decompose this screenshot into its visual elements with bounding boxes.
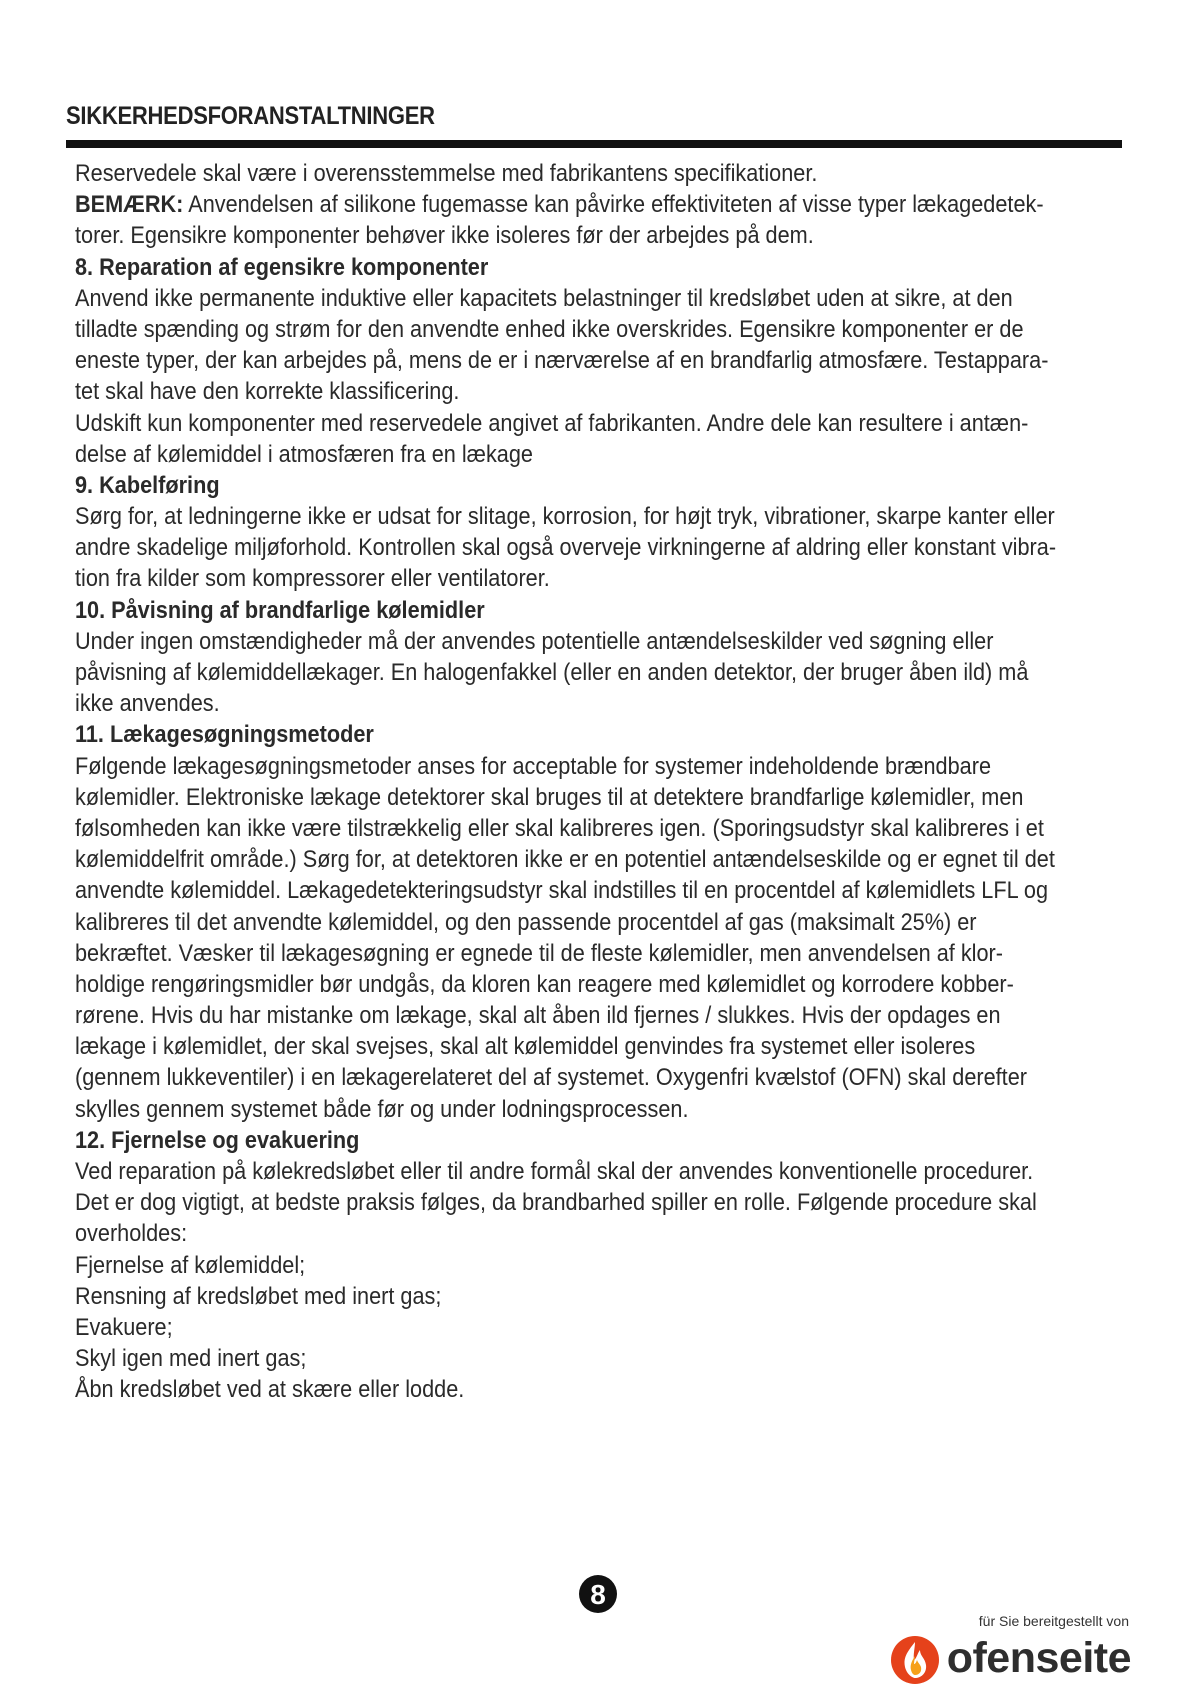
procedure-step: Skyl igen med inert gas;: [75, 1345, 307, 1373]
paragraph-line: holdige rengøringsmidler bør undgås, da kloren kan reagere med kølemidlet og korrodere kobber-: [75, 970, 1014, 998]
document-body: [75, 158, 1119, 1406]
procedure-step: Åbn kredsløbet ved at skære eller lodde.: [75, 1376, 465, 1404]
brand-logo-block: [887, 1630, 1131, 1686]
note-text: Anvendelsen af silikone fugemasse kan påvirke effektiviteten af visse typer lækagedetek-: [183, 191, 1044, 219]
section-heading: 10. Påvisning af brandfarlige kølemidler: [75, 596, 485, 624]
paragraph-line: Under ingen omstændigheder må der anvendes potentielle antændelseskilder ved søgning eller: [75, 627, 994, 655]
paragraph-line: rørene. Hvis du har mistanke om lækage, skal alt åben ild fjernes / slukkes. Hvis der opdages en: [75, 1002, 1001, 1030]
note-line: [75, 189, 1119, 220]
paragraph-line: skylles gennem systemet både før og under lodningsprocessen.: [75, 1095, 689, 1123]
paragraph-line: Ved reparation på kølekredsløbet eller til andre formål skal der anvendes konventionelle procedurer.: [75, 1158, 1034, 1185]
paragraph-line: kølemiddelfrit område.) Sørg for, at detektoren ikke er en potentiel antændelseskilde og er egnet til det: [75, 846, 1055, 874]
paragraph-line: tilladte spænding og strøm for den anvendte enhed ikke overskrides. Egensikre komponenter er de: [75, 315, 1024, 343]
brand-name: ofenseite: [946, 1633, 1131, 1682]
procedure-step: Fjernelse af kølemiddel;: [75, 1251, 306, 1279]
paragraph-line: (gennem lukkeventiler) i en lækagerelateret del af systemet. Oxygenfri kvælstof (OFN) skal derefter: [75, 1064, 1027, 1092]
paragraph-line: tion fra kilder som kompressorer eller ventilatorer.: [75, 565, 550, 593]
paragraph-line: bekræftet. Væsker til lækagesøgning er egnede til de fleste kølemidler, men anvendelsen af klor-: [75, 939, 1003, 967]
page-title: SIKKERHEDSFORANSTALTNINGER: [66, 102, 435, 130]
paragraph-line: andre skadelige miljøforhold. Kontrollen skal også overveje virkningerne af aldring eller konstant vibra-: [75, 534, 1057, 562]
flame-logo-icon: [887, 1630, 943, 1686]
paragraph-line: Følgende lækagesøgningsmetoder anses for acceptable for systemer indeholdende brændbare: [75, 752, 992, 780]
header-rule: [66, 140, 1122, 148]
paragraph-line: eneste typer, der kan arbejdes på, mens de er i nærværelse af en brandfarlig atmosfære. Testappara-: [75, 347, 1049, 375]
section-heading: 11. Lækagesøgningsmetoder: [75, 721, 374, 749]
paragraph-line: påvisning af kølemiddellækager. En halogenfakkel (eller en anden detektor, der bruger åben ild) må: [75, 659, 1029, 686]
intro-line: Reservedele skal være i overensstemmelse med fabrikantens specifikationer.: [75, 160, 818, 187]
paragraph-line: tet skal have den korrekte klassificering.: [75, 378, 460, 406]
paragraph-line: ikke anvendes.: [75, 690, 220, 718]
paragraph-line: følsomheden kan ikke være tilstrækkelig eller skal kalibreres igen. (Sporingsudstyr skal kalibreres i et: [75, 814, 1044, 842]
paragraph-line: overholdes:: [75, 1220, 188, 1248]
paragraph-line: anvendte kølemiddel. Lækagedetekteringsudstyr skal indstilles til en procentdel af kølemidlets LFL og: [75, 877, 1049, 905]
page-number: 8: [579, 1575, 617, 1613]
paragraph-line: lækage i kølemidlet, der skal svejses, skal alt kølemiddel genvindes fra systemet eller isoleres: [75, 1033, 976, 1061]
paragraph-line: Sørg for, at ledningerne ikke er udsat for slitage, korrosion, for højt tryk, vibrationer, skarpe kanter eller: [75, 503, 1055, 531]
brand-caption: für Sie bereitgestellt von: [978, 1613, 1129, 1629]
paragraph-line: kølemidler. Elektroniske lækage detektorer skal bruges til at detektere brandfarlige kølemidler, men: [75, 783, 1024, 811]
section-heading: 12. Fjernelse og evakuering: [75, 1126, 360, 1154]
procedure-step: Evakuere;: [75, 1313, 173, 1341]
section-heading: 9. Kabelføring: [75, 471, 220, 499]
procedure-step: Rensning af kredsløbet med inert gas;: [75, 1282, 442, 1310]
paragraph-line: delse af kølemiddel i atmosfæren fra en lækage: [75, 440, 533, 468]
paragraph-line: Anvend ikke permanente induktive eller kapacitets belastninger til kredsløbet uden at sikre, at den: [75, 284, 1013, 312]
paragraph-line: Udskift kun komponenter med reservedele angivet af fabrikanten. Andre dele kan resultere i antæn-: [75, 409, 1029, 437]
note-label: BEMÆRK:: [75, 191, 184, 219]
paragraph-line: Det er dog vigtigt, at bedste praksis følges, da brandbarhed spiller en rolle. Følgende procedure skal: [75, 1189, 1037, 1217]
note-line-2: torer. Egensikre komponenter behøver ikke isoleres før der arbejdes på dem.: [75, 222, 814, 250]
paragraph-line: kalibreres til det anvendte kølemiddel, og den passende procentdel af gas (maksimalt 25%) er: [75, 908, 977, 936]
section-heading: 8. Reparation af egensikre komponenter: [75, 253, 489, 281]
